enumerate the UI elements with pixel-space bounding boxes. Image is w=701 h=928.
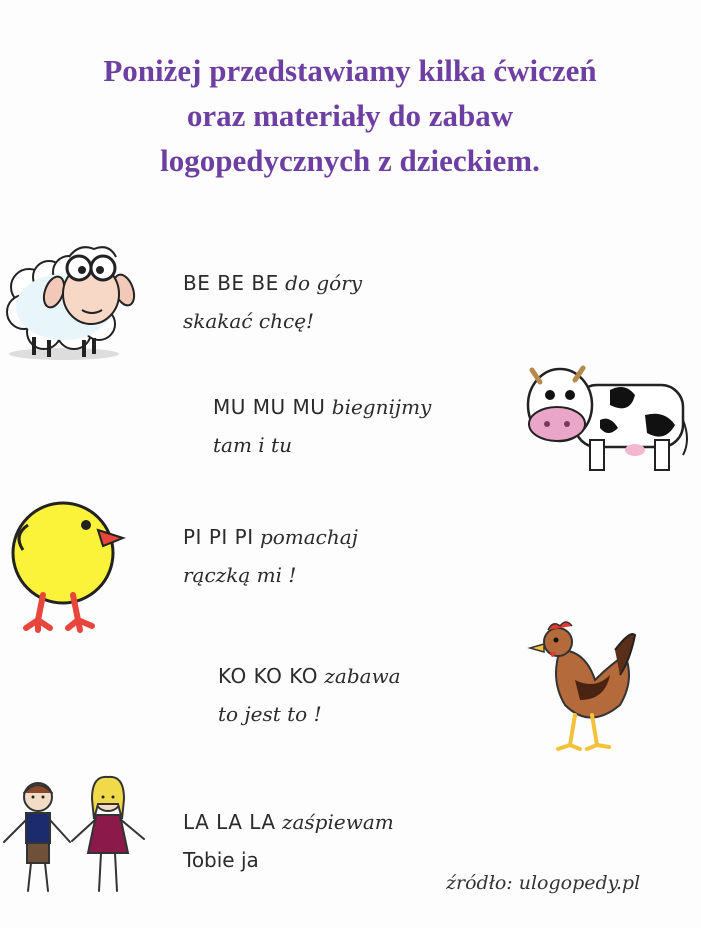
title-line-3: logopedycznych z dzieckiem. xyxy=(160,143,540,178)
verse-children-rest: zaśpiewam xyxy=(281,810,394,834)
verse-hen-rest: zabawa xyxy=(324,664,401,688)
verse-children-caps: LA LA LA xyxy=(183,810,276,834)
verse-sheep-line2: skakać chcę! xyxy=(183,309,315,333)
verse-chick xyxy=(183,518,358,594)
title-line-1: Poniżej przedstawiamy kilka ćwiczeń xyxy=(103,53,597,88)
hen-icon xyxy=(520,620,640,755)
verse-chick-rest: pomachaj xyxy=(259,525,358,549)
verse-hen-line2: to jest to ! xyxy=(218,702,322,726)
verse-sheep-rest: do góry xyxy=(285,271,363,295)
verse-children xyxy=(183,803,394,879)
verse-sheep xyxy=(183,264,362,340)
page-title xyxy=(30,48,670,183)
verse-cow xyxy=(213,388,431,464)
verse-cow-rest: biegnijmy xyxy=(331,395,432,419)
verse-hen-caps: KO KO KO xyxy=(218,664,319,688)
verse-cow-caps: MU MU MU xyxy=(213,395,326,419)
verse-chick-line2: rączką mi ! xyxy=(183,563,297,587)
cow-icon xyxy=(515,360,690,480)
verse-hen xyxy=(218,657,401,733)
verse-cow-line2: tam i tu xyxy=(213,433,292,457)
sheep-icon xyxy=(4,232,144,367)
verse-sheep-caps: BE BE BE xyxy=(183,271,279,295)
verse-chick-caps: PI PI PI xyxy=(183,525,254,549)
verse-children-line2: Tobie ja xyxy=(183,848,259,872)
children-icon xyxy=(0,775,160,900)
chick-icon xyxy=(8,495,128,635)
source-credit: źródło: ulogopedy.pl xyxy=(446,872,641,894)
title-line-2: oraz materiały do zabaw xyxy=(186,98,514,133)
